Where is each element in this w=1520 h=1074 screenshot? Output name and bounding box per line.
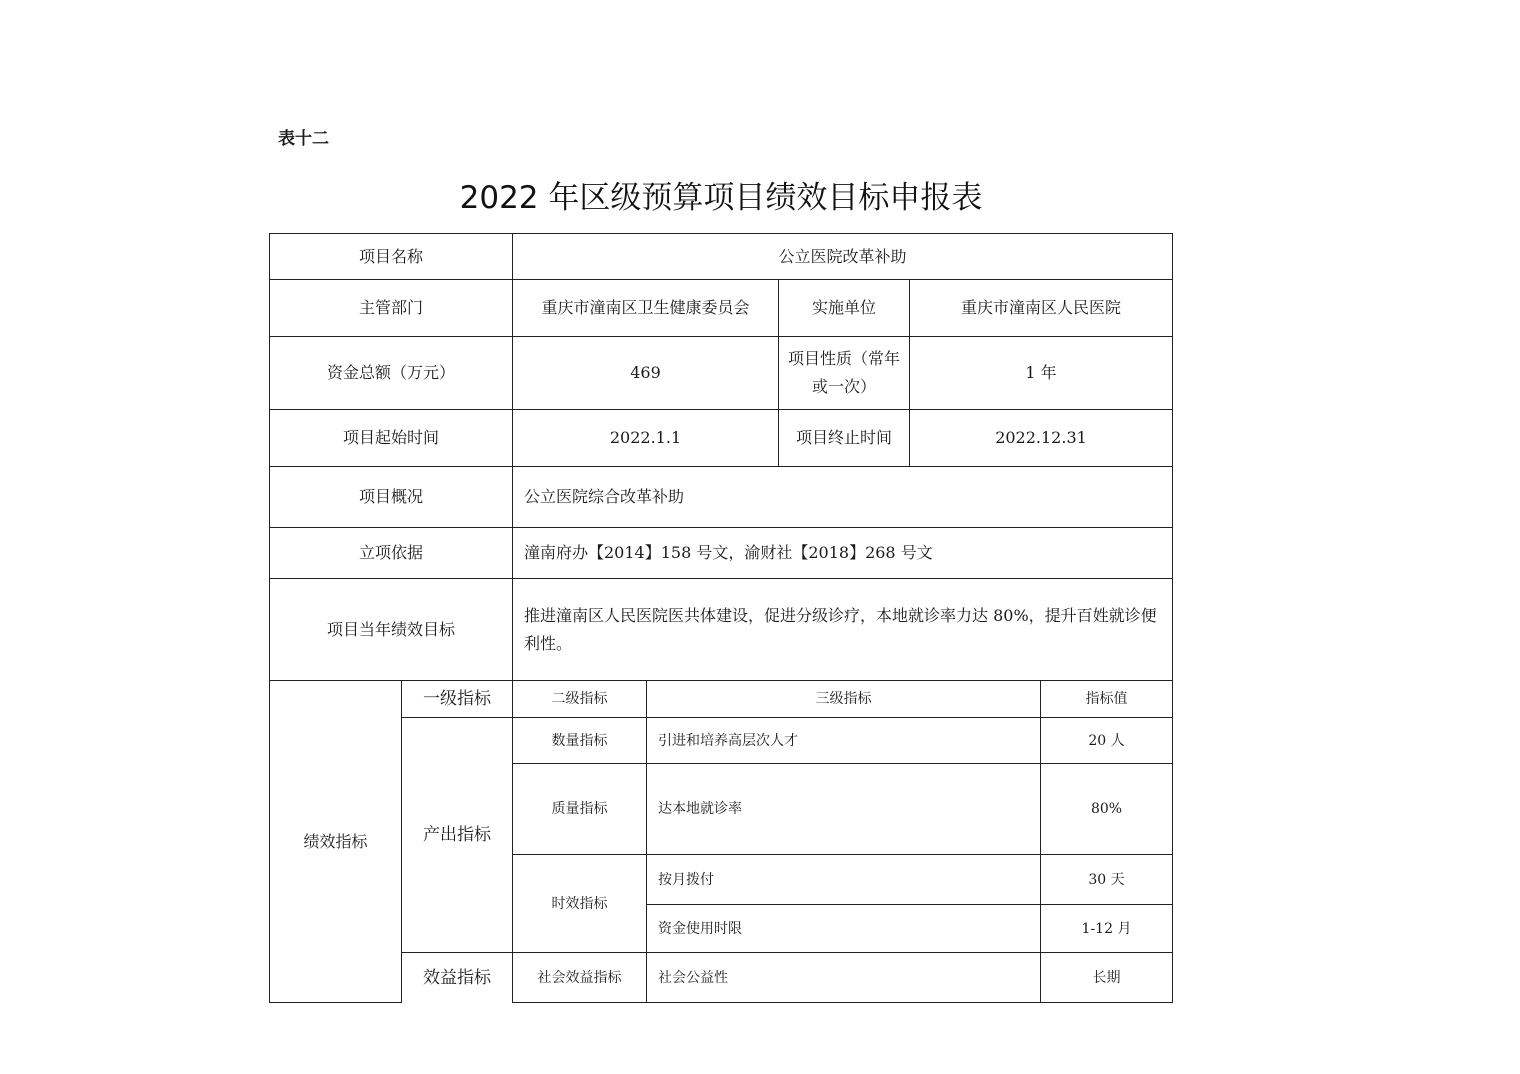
quantity-indicator-label: 数量指标 [551,732,608,749]
start-label: 项目起始时间 [342,428,439,447]
output-indicator-label: 产出指标 [423,825,491,845]
table-row-value: 30 天 [1088,871,1125,888]
header-level1: 一级指标 [423,689,491,709]
header-value: 指标值 [1085,691,1128,707]
table-row-level3: 按月拨付 [658,871,714,888]
social-benefit-indicator-label: 社会效益指标 [537,969,622,986]
dept-label: 主管部门 [358,298,423,317]
table-row-value: 1-12 月 [1081,920,1132,937]
impl-value: 重庆市潼南区人民医院 [960,298,1121,317]
table-row-value: 20 人 [1088,732,1125,749]
funds-label: 资金总额（万元） [326,363,455,382]
table-row-value: 80% [1090,801,1123,817]
document-title: 2022 年区级预算项目绩效目标申报表 [459,180,983,216]
header-level3: 三级指标 [815,691,872,707]
table-number: 表十二 [278,129,329,149]
goal-label: 项目当年绩效目标 [326,619,455,639]
table-row-level3: 资金使用时限 [658,920,742,937]
basis-label: 立项依据 [358,543,423,562]
table-row-level3: 引进和培养高层次人才 [658,732,798,749]
header-level2: 二级指标 [551,691,608,707]
nature-value: 1 年 [1025,363,1057,382]
goal-value: 推进潼南区人民医院医共体建设，促进分级诊疗，本地就诊率力达 80%，提升百姓就诊便利性。 [524,605,1157,653]
indicators-section-label: 绩效指标 [303,831,368,851]
timeliness-indicator-label: 时效指标 [551,895,608,912]
table-row-level3: 达本地就诊率 [658,801,742,817]
end-value: 2022.12.31 [995,428,1087,447]
dept-value: 重庆市潼南区卫生健康委员会 [541,298,750,317]
basis-value: 潼南府办【2014】158 号文，渝财社【2018】268 号文 [524,543,933,562]
quality-indicator-label: 质量指标 [551,801,608,817]
project-name-value: 公立医院改革补助 [778,246,907,266]
start-value: 2022.1.1 [609,428,682,447]
project-name-label: 项目名称 [358,246,423,266]
end-label: 项目终止时间 [795,428,892,447]
overview-label: 项目概况 [358,487,423,506]
table-row-level3: 社会公益性 [658,969,728,986]
overview-value: 公立医院综合改革补助 [524,487,685,506]
funds-value: 469 [630,363,661,382]
table-row-value: 长期 [1092,969,1121,986]
benefit-indicator-label: 效益指标 [423,967,491,988]
impl-label: 实施单位 [811,298,876,317]
nature-label: 项目性质（常年或一次） [787,349,900,396]
